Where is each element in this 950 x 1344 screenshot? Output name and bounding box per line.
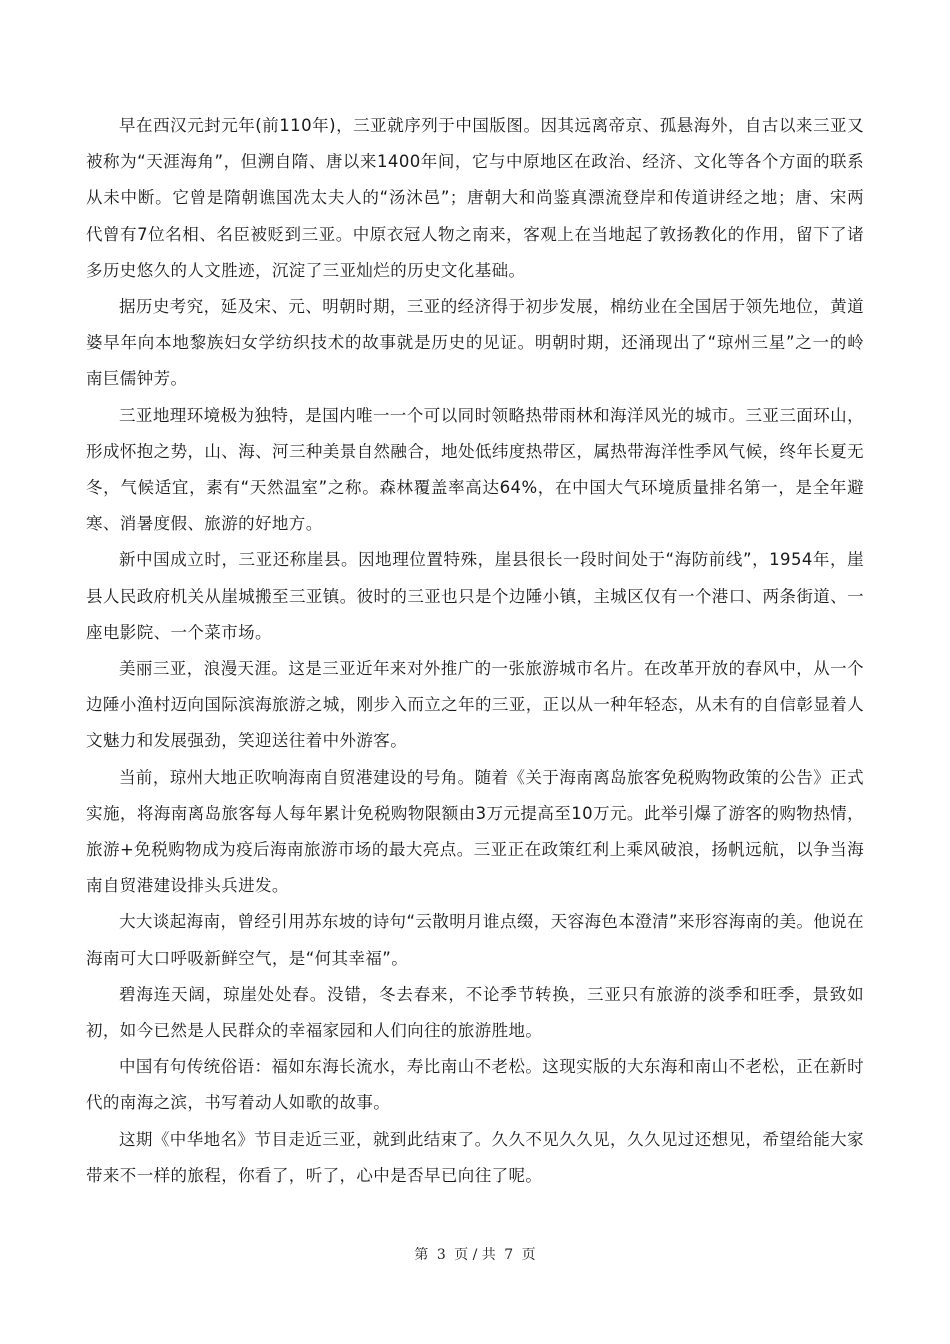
- footer-suffix: 页: [521, 1247, 536, 1263]
- paragraph-7: 大大谈起海南，曾经引用苏东坡的诗句“云散明月谁点缀，天容海色本澄清”来形容海南的美。他说在海南可大口呼吸新鲜空气，是“何其幸福”。: [86, 912, 864, 968]
- paragraph-2: 据历史考究，延及宋、元、明朝时期，三亚的经济得于初步发展，棉纺业在全国居于领先地位，黄道婆早年向本地黎族妇女学纺织技术的故事就是历史的见证。明朝时期，还涌现出了“琼州三星”之一的岭南巨儒钟芳。: [86, 297, 864, 389]
- paragraph-5: 美丽三亚，浪漫天涯。这是三亚近年来对外推广的一张旅游城市名片。在改革开放的春风中，从一个边陲小渔村迈向国际滨海旅游之城，刚步入而立之年的三亚，正以从一种年轻态，从未有的自信彰显着人文魅力和发展强劲，笑迎送往着中外游客。: [86, 659, 864, 751]
- current-page-number: 3: [436, 1247, 446, 1263]
- footer-prefix: 第: [414, 1247, 429, 1263]
- paragraph-6: 当前，琼州大地正吹响海南自贸港建设的号角。随着《关于海南离岛旅客免税购物政策的公告》正式实施，将海南离岛旅客每人每年累计免税购物限额由3万元提高至10万元。此举引爆了游客的购物热情，旅游+免税购物成为疫后海南旅游市场的最大亮点。三亚正在政策红利上乘风破浪，扬帆远航，以争当海南自贸港建设排头兵进发。: [86, 767, 864, 896]
- paragraph-1: 早在西汉元封元年(前110年)，三亚就序列于中国版图。因其远离帝京、孤悬海外，自古以来三亚又被称为“天涯海角”，但溯自隋、唐以来1400年间，它与中原地区在政治、经济、文化等各个方面的联系从未中断。它曾是隋朝谯国冼太夫人的“汤沐邑”；唐朝大和尚鉴真漂流登岸和传道讲经之地；唐、宋两代曾有7位名相、名臣被贬到三亚。中原衣冠人物之南来，客观上在当地起了敦扬教化的作用，留下了诸多历史悠久的人文胜迹，沉淀了三亚灿烂的历史文化基础。: [86, 116, 864, 280]
- footer-middle: 页 / 共: [454, 1247, 496, 1263]
- paragraph-3: 三亚地理环境极为独特，是国内唯一一个可以同时领略热带雨林和海洋风光的城市。三亚三面环山，形成怀抱之势，山、海、河三种美景自然融合，地处低纬度热带区，属热带海洋性季风气候，终年长夏无冬，气候适宜，素有“天然温室”之称。森林覆盖率高达64%，在中国大气环境质量排名第一，是全年避寒、消暑度假、旅游的好地方。: [86, 405, 864, 534]
- paragraph-9: 中国有句传统俗语：福如东海长流水，寿比南山不老松。这现实版的大东海和南山不老松，正在新时代的南海之滨，书写着动人如歌的故事。: [86, 1057, 864, 1113]
- paragraph-8: 碧海连天阔，琼崖处处春。没错，冬去春来，不论季节转换，三亚只有旅游的淡季和旺季，景致如初，如今已然是人民群众的幸福家园和人们向往的旅游胜地。: [86, 984, 864, 1041]
- paragraph-4: 新中国成立时，三亚还称崖县。因地理位置特殊，崖县很长一段时间处于“海防前线”，1954年，崖县人民政府机关从崖城搬至三亚镇。彼时的三亚也只是个边陲小镇，主城区仅有一个港口、两条街道、一座电影院、一个菜市场。: [86, 550, 864, 642]
- article-body: [86, 108, 864, 1194]
- page-footer: [0, 1244, 950, 1264]
- total-pages-number: 7: [504, 1247, 514, 1263]
- paragraph-10: 这期《中华地名》节目走近三亚，就到此结束了。久久不见久久见，久久见过还想见，希望给能大家带来不一样的旅程，你看了，听了，心中是否早已向往了呢。: [86, 1129, 864, 1185]
